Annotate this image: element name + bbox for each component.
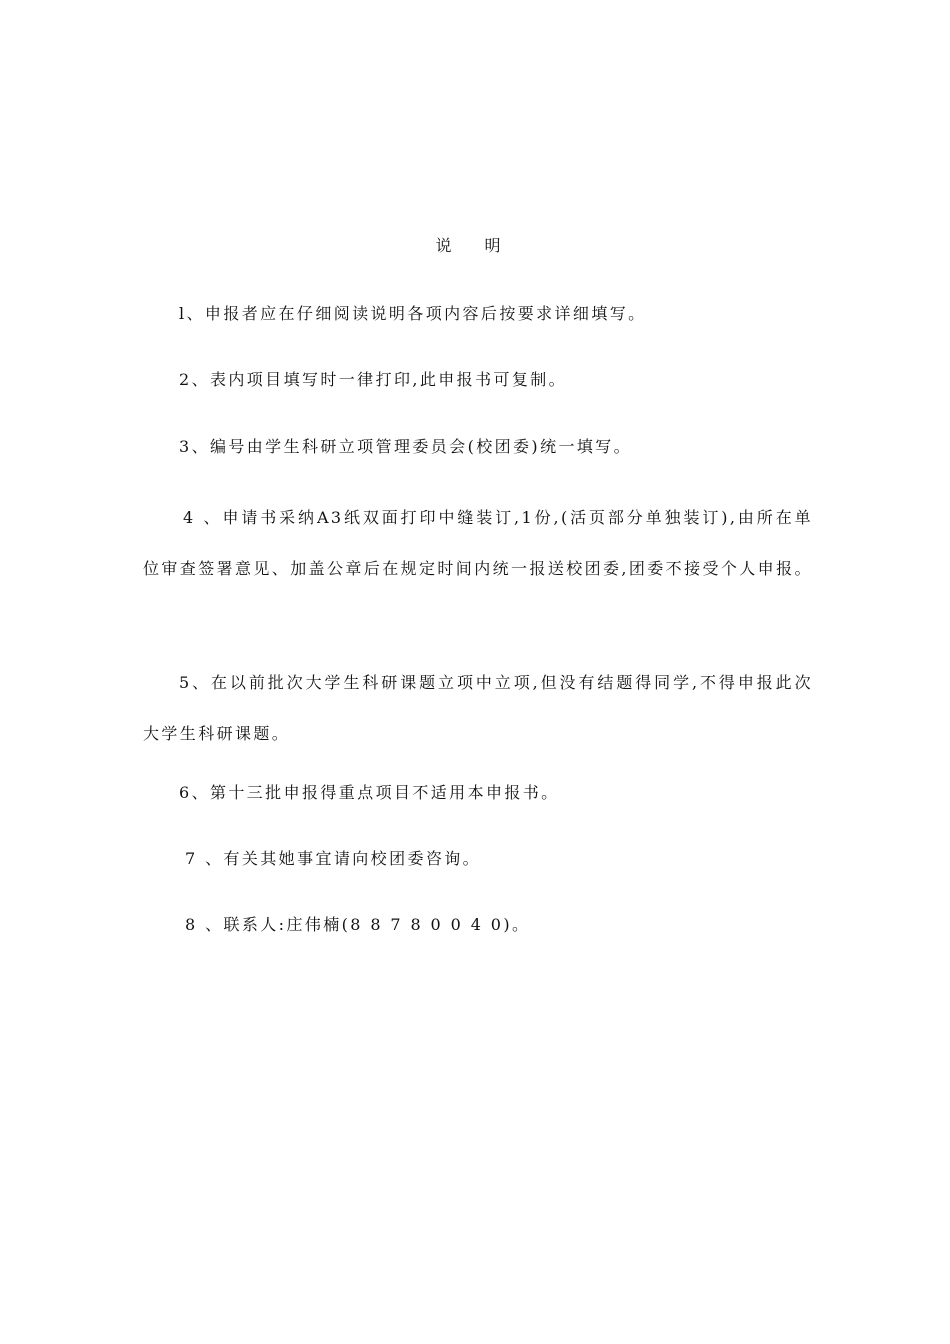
instruction-item-8-contact: 8 、联系人:庄伟楠(8 8 7 8 0 0 4 0)。 <box>185 915 531 934</box>
instruction-item-1: l、申报者应在仔细阅读说明各项内容后按要求详细填写。 <box>179 304 647 323</box>
document-title: 说 明 <box>435 236 515 255</box>
instruction-item-6: 6、第十三批申报得重点项目不适用本申报书。 <box>179 783 560 802</box>
instruction-item-2: 2、表内项目填写时一律打印,此申报书可复制。 <box>179 370 568 389</box>
instruction-item-3: 3、编号由学生科研立项管理委员会(校团委)统一填写。 <box>179 437 633 456</box>
instruction-item-7: 7 、有关其她事宜请向校团委咨询。 <box>185 849 482 868</box>
instruction-item-4: 4 、申请书采纳A3纸双面打印中缝装订,1份,(活页部分单独装订),由所在单位审查签署意见、加盖公章后在规定时间内统一报送校团委,团委不接受个人申报。 <box>143 508 813 578</box>
instruction-item-5: 5、在以前批次大学生科研课题立项中立项,但没有结题得同学,不得申报此次大学生科研课题。 <box>143 673 813 743</box>
